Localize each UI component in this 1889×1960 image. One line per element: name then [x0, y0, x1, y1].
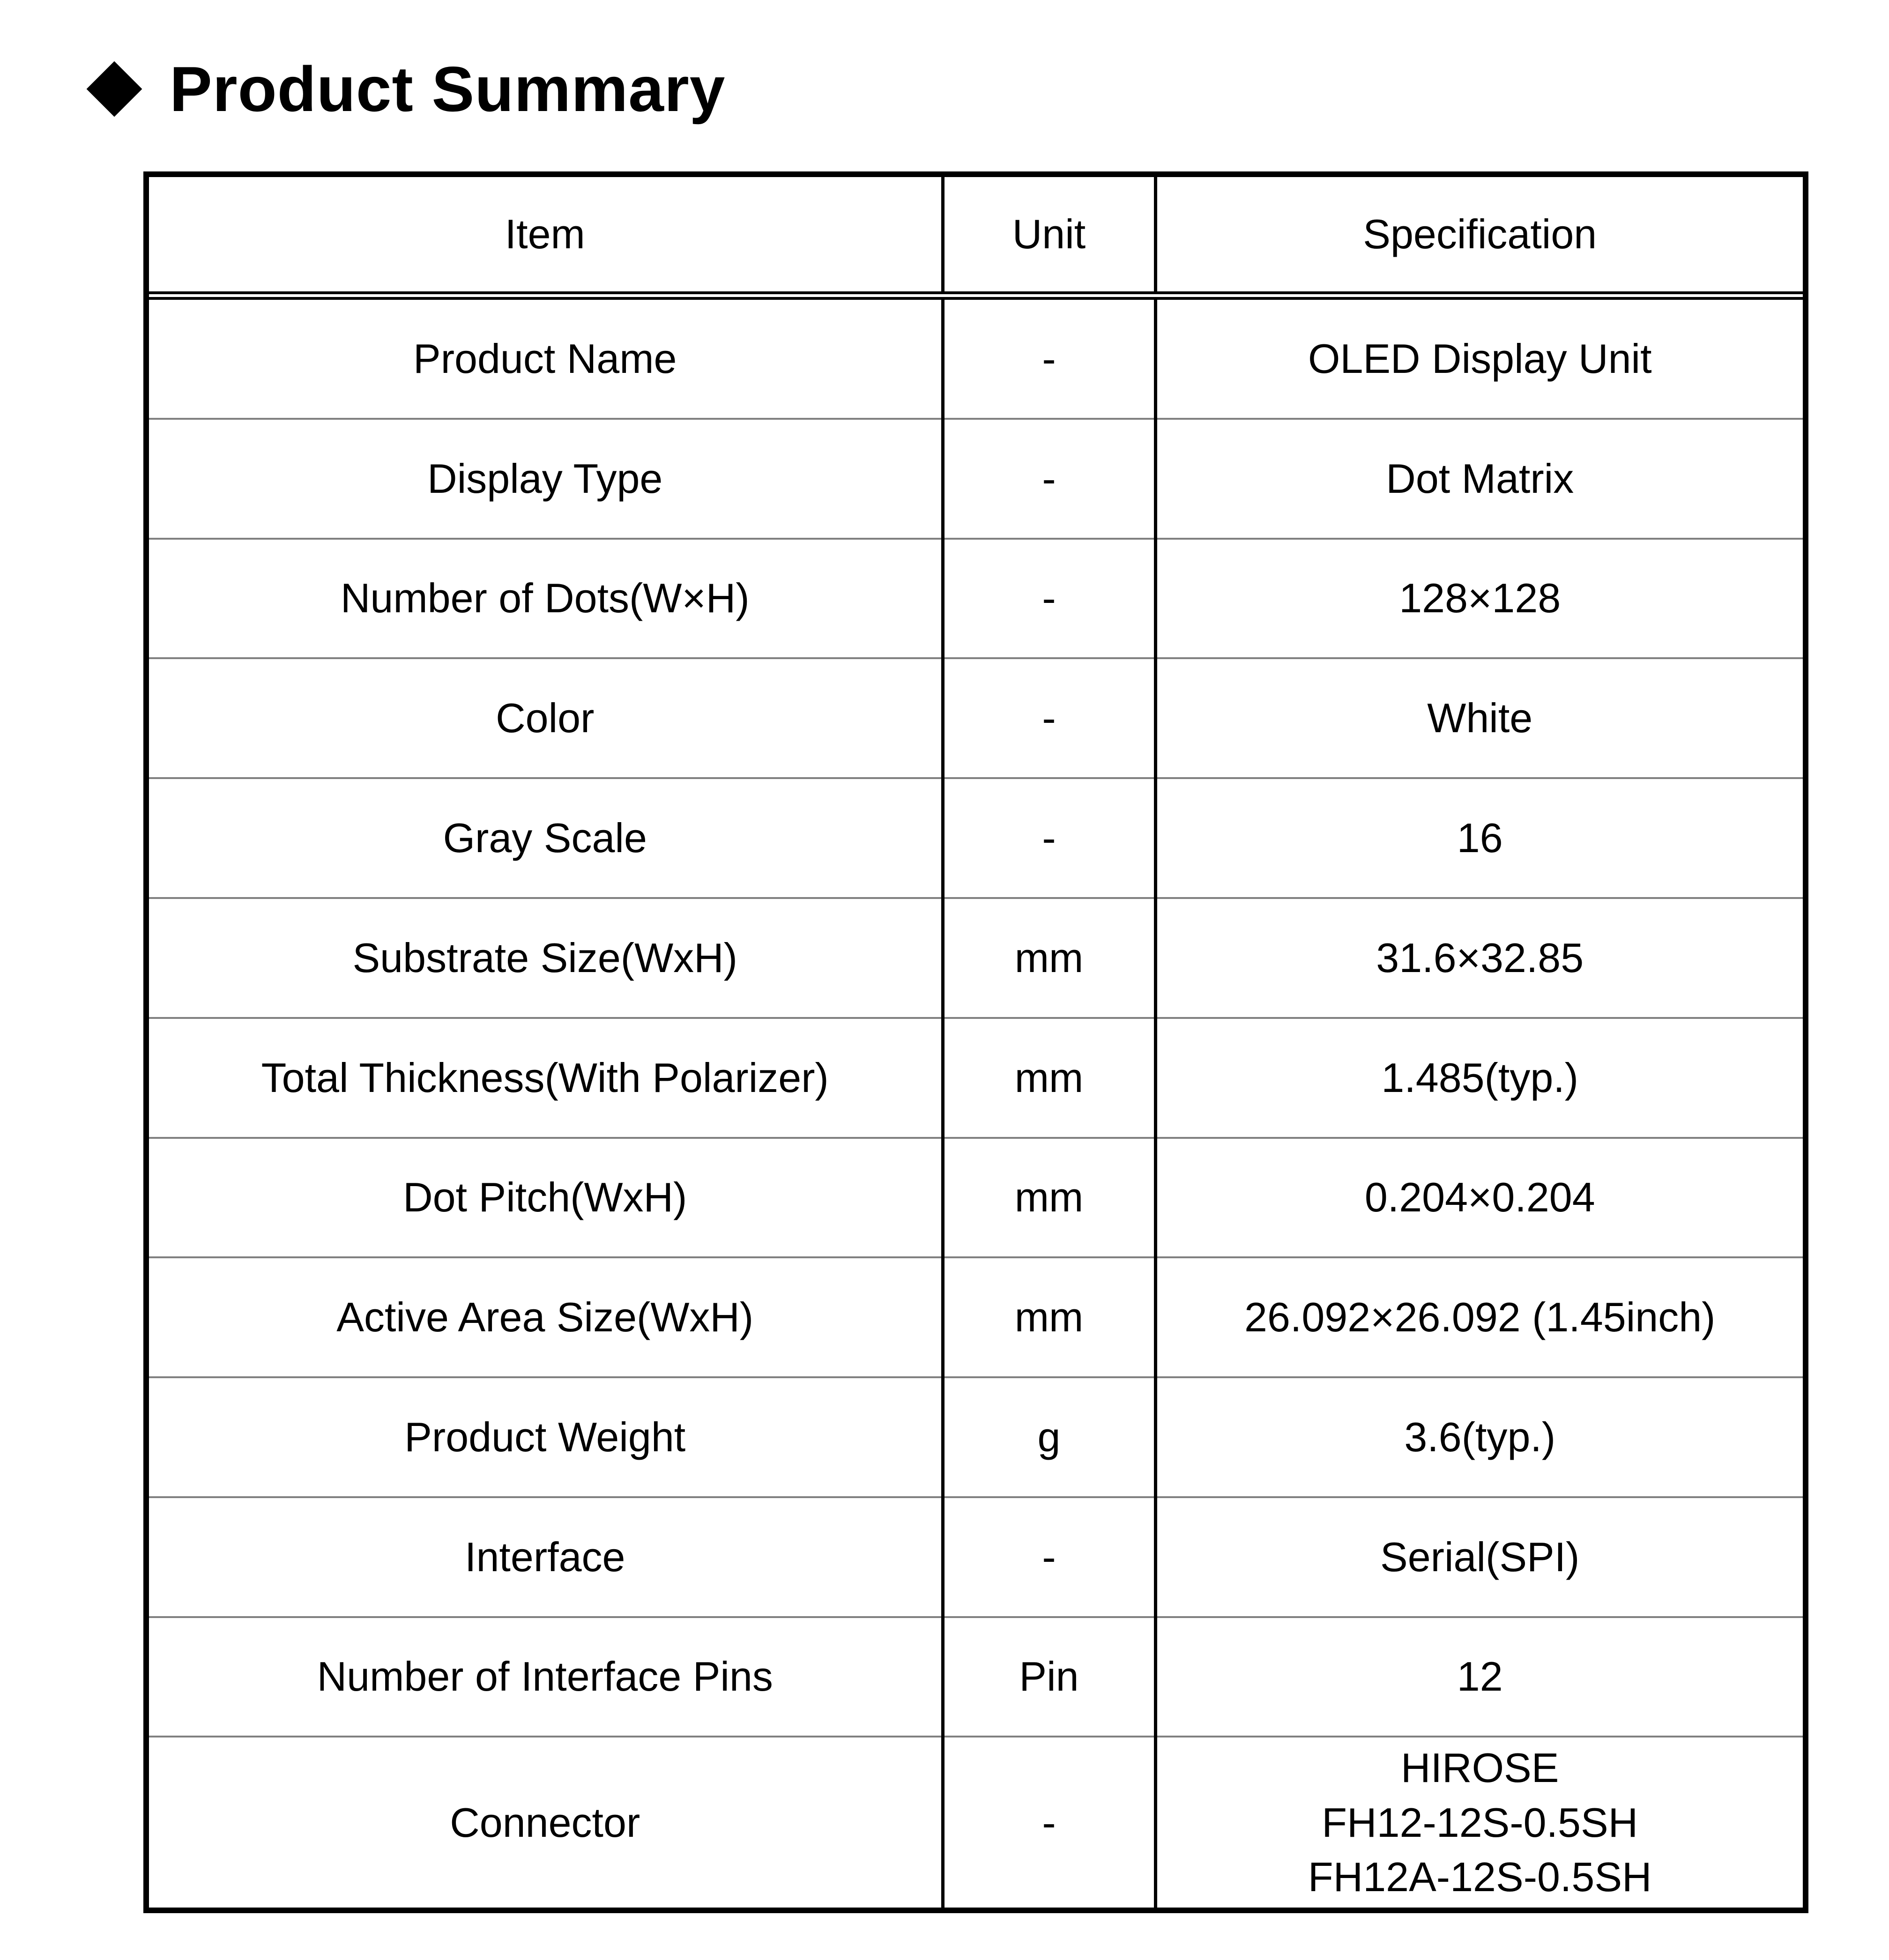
- row-item: Gray Scale: [149, 778, 943, 898]
- row-item: Substrate Size(WxH): [149, 898, 943, 1018]
- section-heading: [84, 47, 725, 131]
- product-summary-table: [143, 171, 1808, 1913]
- row-specification: 26.092×26.092 (1.45inch): [1155, 1257, 1803, 1377]
- row-unit: mm: [943, 1257, 1155, 1377]
- row-unit: -: [943, 296, 1155, 419]
- row-specification: 3.6(typ.): [1155, 1377, 1803, 1497]
- table-row: [149, 778, 1803, 898]
- row-unit: -: [943, 658, 1155, 778]
- row-specification: 16: [1155, 778, 1803, 898]
- table-row: [149, 1617, 1803, 1737]
- table-row: [149, 296, 1803, 419]
- row-specification: 1.485(typ.): [1155, 1018, 1803, 1138]
- connector-part-number: FH12-12S-0.5SH: [1322, 1799, 1638, 1846]
- row-unit: -: [943, 419, 1155, 539]
- table-row: [149, 419, 1803, 539]
- row-specification: 31.6×32.85: [1155, 898, 1803, 1018]
- connector-part-number: FH12A-12S-0.5SH: [1308, 1853, 1652, 1900]
- row-specification: 0.204×0.204: [1155, 1138, 1803, 1258]
- row-specification: Serial(SPI): [1155, 1497, 1803, 1617]
- row-specification: 12: [1155, 1617, 1803, 1737]
- row-item: Product Name: [413, 335, 677, 382]
- row-item: Connector: [149, 1737, 943, 1908]
- header-specification: Specification: [1155, 177, 1803, 296]
- row-item: Active Area Size(WxH): [149, 1257, 943, 1377]
- row-specification: [1155, 1737, 1803, 1908]
- row-unit: Pin: [943, 1617, 1155, 1737]
- row-specification: White: [1155, 658, 1803, 778]
- row-item: Number of Interface Pins: [149, 1617, 943, 1737]
- row-unit: mm: [943, 1138, 1155, 1258]
- row-specification: OLED Display Unit: [1155, 296, 1803, 419]
- section-title: Product Summary: [170, 53, 726, 125]
- header-item: Item: [149, 177, 943, 296]
- table-row: [149, 1257, 1803, 1377]
- row-unit: -: [943, 1737, 1155, 1908]
- table-row: [149, 539, 1803, 659]
- row-item: Display Type: [149, 419, 943, 539]
- row-unit: g: [943, 1377, 1155, 1497]
- row-unit: -: [943, 778, 1155, 898]
- connector-maker: HIROSE: [1401, 1745, 1559, 1791]
- row-item: Interface: [149, 1497, 943, 1617]
- row-item: Dot Pitch(WxH): [149, 1138, 943, 1258]
- table-row: [149, 658, 1803, 778]
- diamond-bullet-icon: [87, 61, 142, 117]
- table-row: [149, 1018, 1803, 1138]
- table-row: [149, 1377, 1803, 1497]
- row-item: Product Weight: [149, 1377, 943, 1497]
- row-unit: -: [943, 539, 1155, 659]
- row-item: Total Thickness(With Polarizer): [149, 1018, 943, 1138]
- row-specification: 128×128: [1155, 539, 1803, 659]
- row-item: Color: [149, 658, 943, 778]
- row-item: Number of Dots(W×H): [149, 539, 943, 659]
- table-header-row: [149, 177, 1803, 296]
- row-unit: mm: [943, 1018, 1155, 1138]
- table-row: [149, 1497, 1803, 1617]
- row-specification: Dot Matrix: [1155, 419, 1803, 539]
- header-unit: Unit: [943, 177, 1155, 296]
- table-row: [149, 1737, 1803, 1908]
- row-unit: mm: [943, 898, 1155, 1018]
- row-unit: -: [943, 1497, 1155, 1617]
- table-row: [149, 1138, 1803, 1258]
- table-row: [149, 898, 1803, 1018]
